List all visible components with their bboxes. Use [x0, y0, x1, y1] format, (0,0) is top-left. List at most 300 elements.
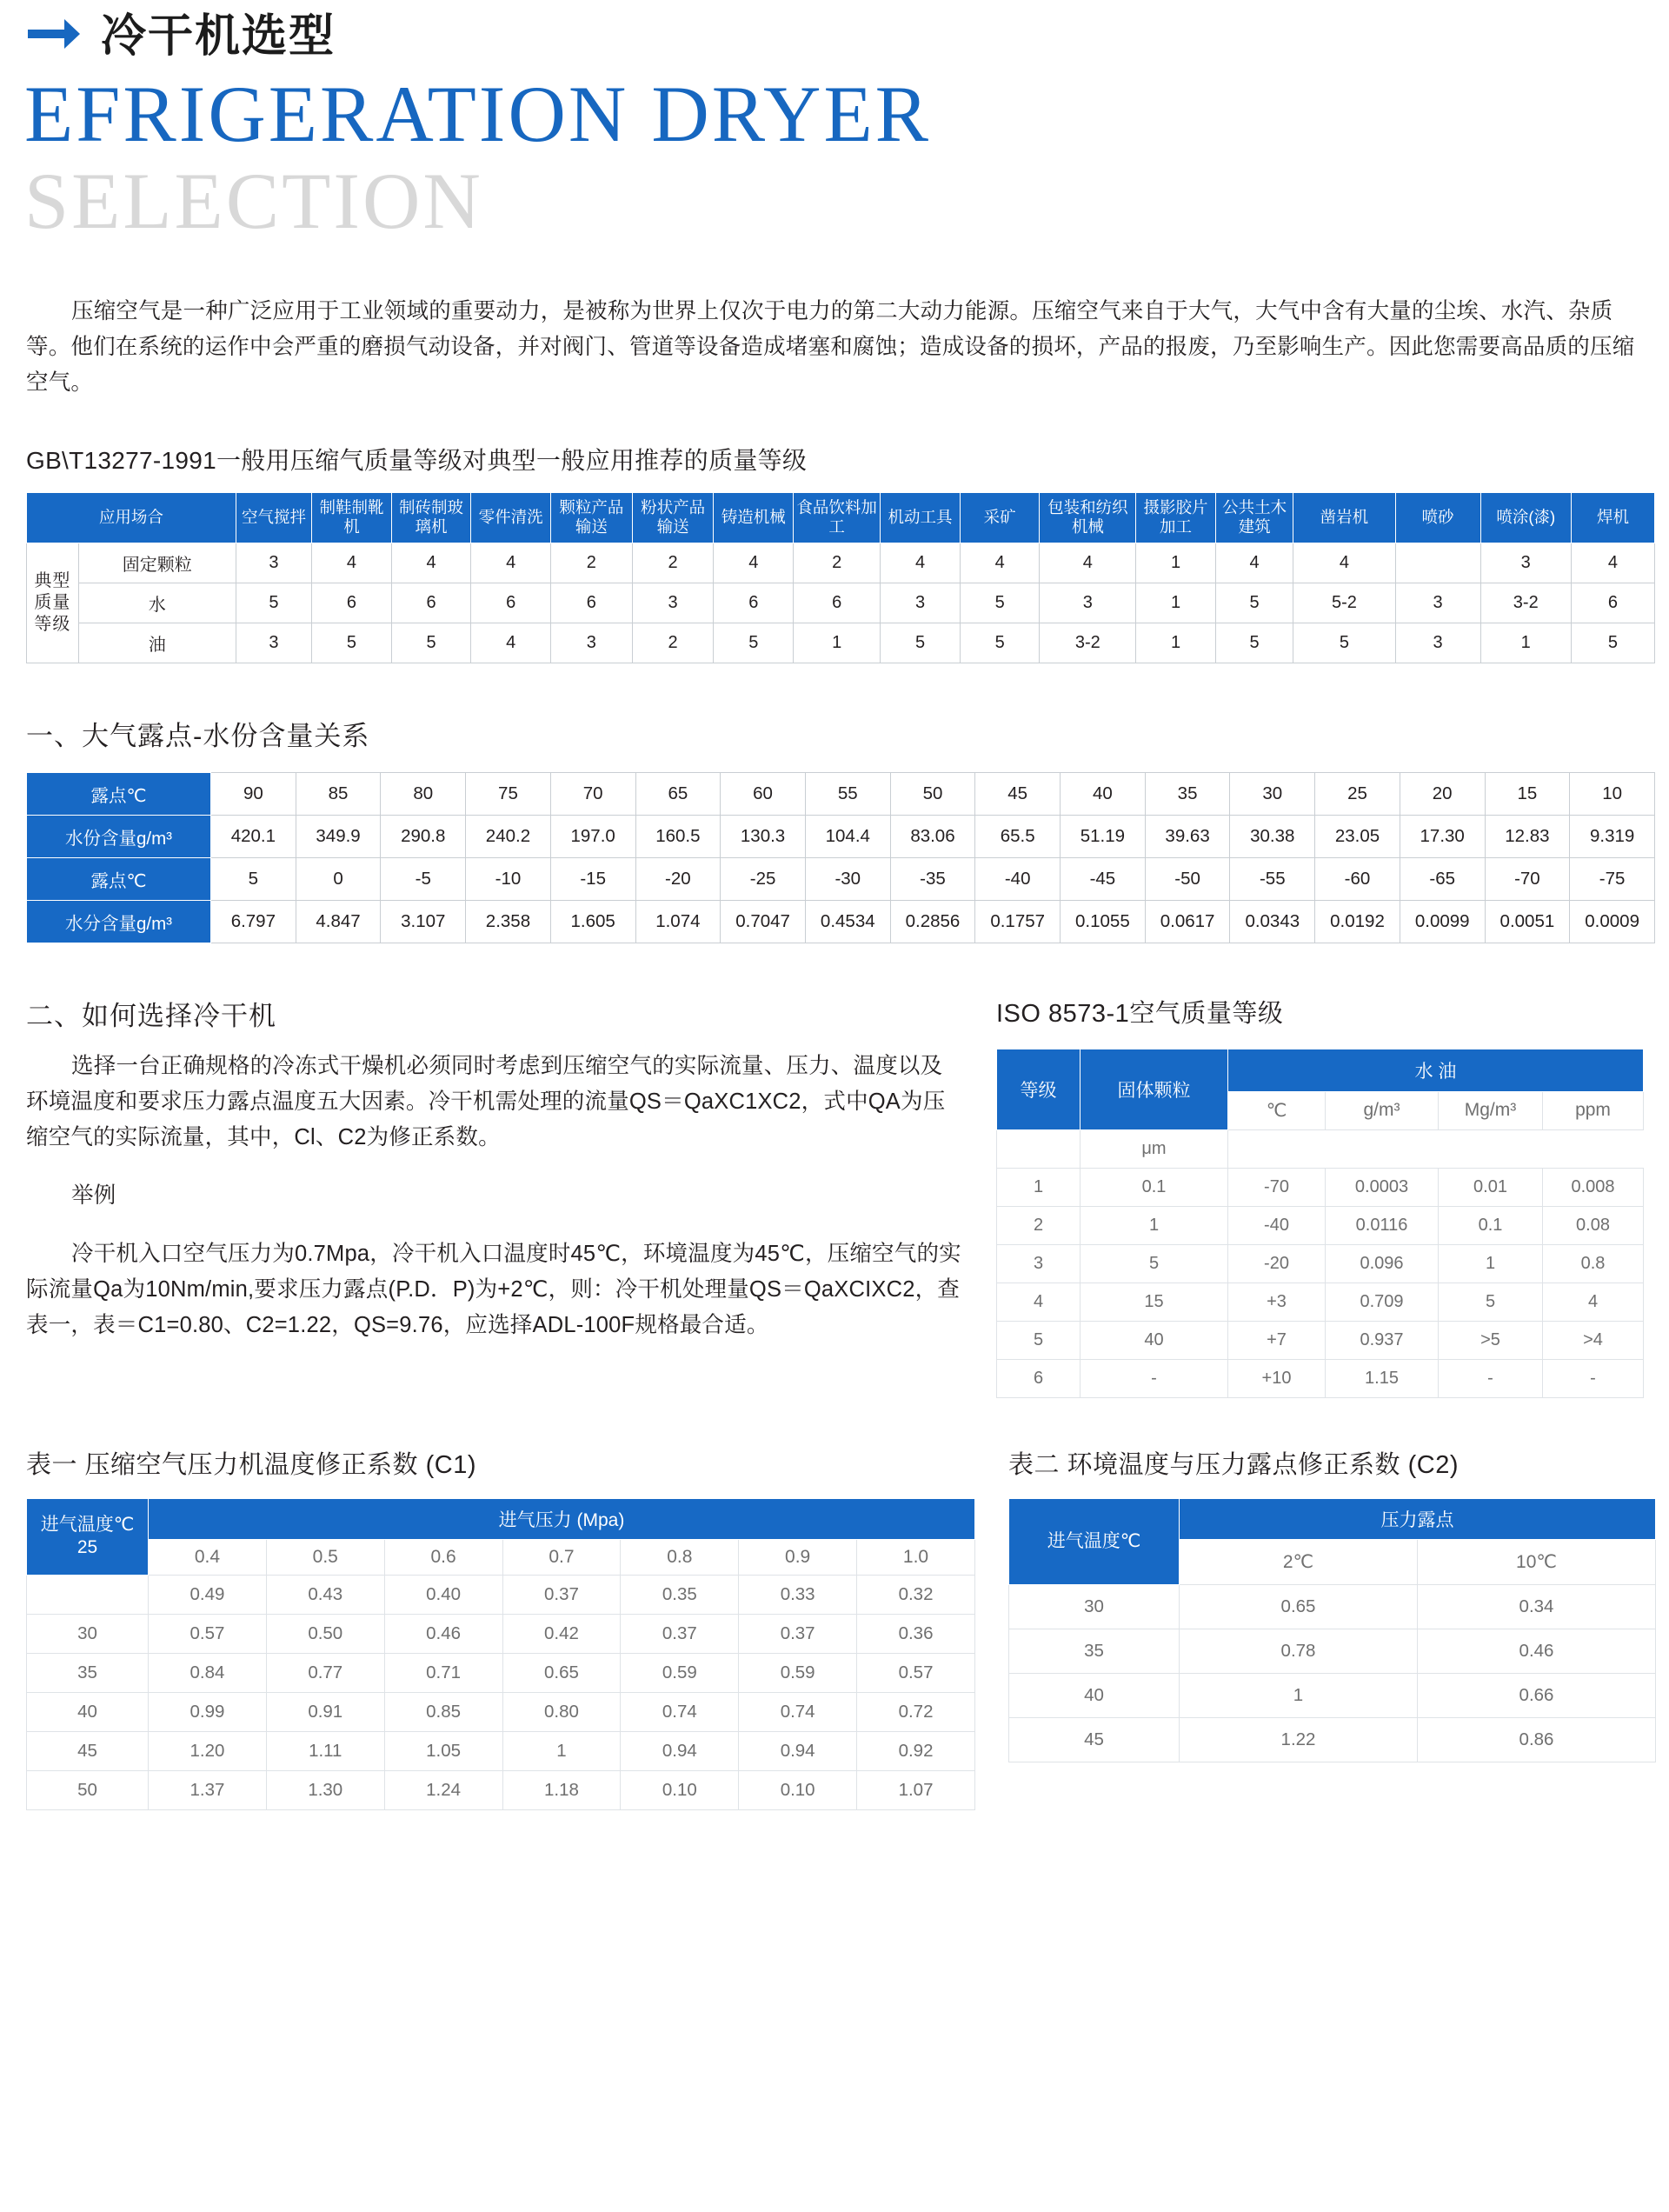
cell: 83.06: [890, 815, 975, 857]
cell: 6: [1571, 583, 1654, 623]
cell: 0.43: [266, 1575, 384, 1614]
c1-col-6: 1.0: [857, 1539, 975, 1575]
cell: 0.74: [739, 1692, 857, 1731]
cell: 5-2: [1293, 583, 1395, 623]
cell: 60: [721, 772, 806, 815]
cell: 2: [550, 543, 632, 583]
cell: 1.11: [266, 1731, 384, 1770]
gb-col-0: 空气搅拌: [236, 492, 311, 543]
left-column: [26, 994, 963, 1367]
gb-col-15: 喷涂(漆): [1480, 492, 1571, 543]
cell: 5: [391, 623, 471, 663]
table-row: [27, 1731, 975, 1770]
iso-sub-2: Mg/m³: [1439, 1091, 1543, 1129]
cell: 3.107: [381, 900, 466, 943]
intro-paragraph: 压缩空气是一种广泛应用于工业领域的重要动力，是被称为世界上仅次于电力的第二大动力能源。压缩空气来自于大气，大气中含有大量的尘埃、水汽、杂质等。他们在系统的运作中会严重的磨损气动设备，并对阀门、管道等设备造成堵塞和腐蚀；造成设备的损坏，产品的报废，乃至影响生产。因此您需要高品质的压缩空气。: [26, 298, 1635, 396]
cell: 70: [550, 772, 635, 815]
cell: 290.8: [381, 815, 466, 857]
section2-title: 二、如何选择冷干机: [26, 1000, 276, 1031]
gb-col-16: 焊机: [1571, 492, 1654, 543]
cell: 0.0116: [1326, 1206, 1439, 1244]
cell: -5: [381, 857, 466, 900]
cell: 4: [471, 623, 551, 663]
table-row: [997, 1283, 1644, 1321]
cell: 420.1: [211, 815, 296, 857]
cell: 160.5: [635, 815, 721, 857]
cell: 1: [1136, 623, 1216, 663]
cell: 1.18: [502, 1770, 621, 1809]
cell: 0.4534: [805, 900, 890, 943]
c1-col-0: 0.4: [149, 1539, 267, 1575]
cell: 0.92: [857, 1731, 975, 1770]
gb-col-6: 铸造机械: [714, 492, 794, 543]
cell: 51.19: [1061, 815, 1146, 857]
cell: 0.74: [621, 1692, 739, 1731]
cell: 0.08: [1543, 1206, 1644, 1244]
cell: 0.72: [857, 1692, 975, 1731]
cell: 9.319: [1570, 815, 1655, 857]
cell: 104.4: [805, 815, 890, 857]
cell: 349.9: [296, 815, 381, 857]
cell: 4: [1293, 543, 1395, 583]
iso-title: ISO 8573-1空气质量等级: [996, 999, 1284, 1028]
gb-row-label-1: 水: [78, 583, 236, 623]
gb-col-8: 机动工具: [881, 492, 961, 543]
cell: 65.5: [975, 815, 1061, 857]
cell: 75: [466, 772, 551, 815]
cell: 3: [236, 623, 311, 663]
page-header: [19, 0, 1650, 62]
gb-col-2: 制砖制玻璃机: [391, 492, 471, 543]
bottom-tables-area: [26, 1398, 1643, 1810]
cell: 0.57: [857, 1653, 975, 1692]
table-row: [27, 583, 1655, 623]
cell: 197.0: [550, 815, 635, 857]
table-row: [27, 1653, 975, 1692]
table-row: [27, 1770, 975, 1809]
cell: 0.94: [621, 1731, 739, 1770]
cell: 0.36: [857, 1614, 975, 1653]
gb-col-9: 采矿: [960, 492, 1040, 543]
cell: 90: [211, 772, 296, 815]
dew-row-label-0: 露点℃: [27, 772, 211, 815]
table-row: [27, 623, 1655, 663]
cell: 0.59: [621, 1653, 739, 1692]
cell: 1: [502, 1731, 621, 1770]
cell: -20: [1228, 1244, 1326, 1283]
cell: >4: [1543, 1321, 1644, 1359]
cell: 4: [1571, 543, 1654, 583]
table-header-row: [1009, 1498, 1656, 1539]
gb-col-5: 粉状产品输送: [632, 492, 714, 543]
cell: 0.37: [621, 1614, 739, 1653]
cell: 0.0003: [1326, 1168, 1439, 1206]
table-row: [27, 1692, 975, 1731]
cell: 4: [391, 543, 471, 583]
cell: 5: [1571, 623, 1654, 663]
cell: 23.05: [1315, 815, 1400, 857]
cell: 0.35: [621, 1575, 739, 1614]
gb-col-10: 包装和纺织机械: [1040, 492, 1136, 543]
cell: 0.85: [384, 1692, 502, 1731]
cell: 65: [635, 772, 721, 815]
c1-col-2: 0.6: [384, 1539, 502, 1575]
cell: -30: [805, 857, 890, 900]
cell: 0.0099: [1400, 900, 1485, 943]
gb-col-11: 摄影胶片加工: [1136, 492, 1216, 543]
c2-col-1: 10℃: [1418, 1539, 1656, 1584]
cell: 0.42: [502, 1614, 621, 1653]
c2-row-label: 40: [1009, 1673, 1180, 1717]
cell: 0.1: [1081, 1168, 1228, 1206]
cell: 5: [881, 623, 961, 663]
c1-row-label: 45: [27, 1731, 149, 1770]
table-row: [997, 1244, 1644, 1283]
cell: 5: [960, 623, 1040, 663]
cell: 1.24: [384, 1770, 502, 1809]
cell: -45: [1061, 857, 1146, 900]
cell: 0: [296, 857, 381, 900]
table-row: [1009, 1629, 1656, 1673]
cell: 0.91: [266, 1692, 384, 1731]
cell: 0.0343: [1230, 900, 1315, 943]
cell: 0.80: [502, 1692, 621, 1731]
cell: 3: [1395, 583, 1480, 623]
c1-col-4: 0.8: [621, 1539, 739, 1575]
gb-col-3: 零件清洗: [471, 492, 551, 543]
cell: 5: [1081, 1244, 1228, 1283]
table-row: [27, 815, 1655, 857]
table-header-row: [27, 1498, 975, 1539]
cell: 0.65: [1180, 1584, 1418, 1629]
cell: 5: [1215, 583, 1293, 623]
cell: 1: [1480, 623, 1571, 663]
cell: 0.0051: [1485, 900, 1570, 943]
dew-row-label-3: 水分含量g/m³: [27, 900, 211, 943]
c1-col-3: 0.7: [502, 1539, 621, 1575]
title-en-line2: SELECTION: [24, 157, 483, 246]
cell: 5: [997, 1321, 1081, 1359]
cell: 2: [632, 623, 714, 663]
cell: 0.937: [1326, 1321, 1439, 1359]
cell: 30: [1230, 772, 1315, 815]
cell: 0.50: [266, 1614, 384, 1653]
table1-caption: 表一 压缩空气压力机温度修正系数 (C1): [26, 1450, 477, 1479]
cell: 3: [881, 583, 961, 623]
cell: >5: [1439, 1321, 1543, 1359]
cell: 1: [1136, 583, 1216, 623]
cell: -40: [1228, 1206, 1326, 1244]
cell: 1.074: [635, 900, 721, 943]
cell: 6: [550, 583, 632, 623]
cell: 4: [471, 543, 551, 583]
c2-group-header: 压力露点: [1180, 1498, 1656, 1539]
gb-col-14: 喷砂: [1395, 492, 1480, 543]
cell: 0.34: [1418, 1584, 1656, 1629]
cell: 6: [312, 583, 392, 623]
cell: 10: [1570, 772, 1655, 815]
title-en-line1: EFRIGERATION DRYER: [24, 70, 932, 158]
cell: 130.3: [721, 815, 806, 857]
cell: 0.37: [502, 1575, 621, 1614]
cell: 0.37: [739, 1614, 857, 1653]
cell: 17.30: [1400, 815, 1485, 857]
cell: -: [1081, 1359, 1228, 1397]
cell: 0.10: [739, 1770, 857, 1809]
cell: 1.22: [1180, 1717, 1418, 1762]
cell: 12.83: [1485, 815, 1570, 857]
table-row: [997, 1206, 1644, 1244]
cell: 3: [550, 623, 632, 663]
cell: -35: [890, 857, 975, 900]
table-row: [1009, 1673, 1656, 1717]
cell: 1: [1439, 1244, 1543, 1283]
cell: 1: [794, 623, 881, 663]
c1-row-label: 40: [27, 1692, 149, 1731]
cell: 0.49: [149, 1575, 267, 1614]
section1-title: 一、大气露点-水份含量关系: [26, 720, 370, 751]
gb-row-label-2: 油: [78, 623, 236, 663]
table-row: [1009, 1584, 1656, 1629]
c1-correction-table: [26, 1498, 975, 1810]
section2-example-label: 举例: [71, 1183, 116, 1209]
cell: -25: [721, 857, 806, 900]
table-header-row: [27, 1539, 975, 1575]
table-row: [997, 1168, 1644, 1206]
cell: 6: [794, 583, 881, 623]
c1-row-label: 50: [27, 1770, 149, 1809]
iso-sub-0: ℃: [1228, 1091, 1326, 1129]
cell: 3-2: [1480, 583, 1571, 623]
cell: 0.40: [384, 1575, 502, 1614]
cell: 0.709: [1326, 1283, 1439, 1321]
cell: -40: [975, 857, 1061, 900]
cell: 3: [1480, 543, 1571, 583]
cell: 40: [1081, 1321, 1228, 1359]
table2-caption: 表二 环境温度与压力露点修正系数 (C2): [1008, 1450, 1460, 1479]
cell: 15: [1485, 772, 1570, 815]
iso-col-grade: 等级: [997, 1049, 1081, 1129]
table1-column: [26, 1398, 975, 1810]
cell: 6.797: [211, 900, 296, 943]
cell: 4: [1040, 543, 1136, 583]
gb-corner-label: 应用场合: [27, 492, 236, 543]
cell: 3-2: [1040, 623, 1136, 663]
cell: 5: [211, 857, 296, 900]
cell: 5: [714, 623, 794, 663]
cell: 0.32: [857, 1575, 975, 1614]
cell: 0.71: [384, 1653, 502, 1692]
cell: 1.05: [384, 1731, 502, 1770]
cell: 0.1055: [1061, 900, 1146, 943]
cell: 1.37: [149, 1770, 267, 1809]
cell: 0.10: [621, 1770, 739, 1809]
cell: 1.20: [149, 1731, 267, 1770]
cell: 5: [236, 583, 311, 623]
cell: 30.38: [1230, 815, 1315, 857]
cell: 3: [1040, 583, 1136, 623]
section2-paragraph-2: 冷干机入口空气压力为0.7Mpa，冷干机入口温度时45℃，环境温度为45℃，压缩空气的实际流量Qa为10Nm/min,要求压力露点(P.D．P)为+2℃，则：冷干机处理量QS＝QaXCIXC2，查表一，表＝C1=0.80、C2=1.22，QS=9.76，应选择ADL-100F规格最合适。: [26, 1241, 961, 1338]
iso-col-solid: 固体颗粒: [1081, 1049, 1228, 1129]
cell: -: [1439, 1359, 1543, 1397]
cell: 0.65: [502, 1653, 621, 1692]
cell: 3: [1395, 623, 1480, 663]
cell: 0.94: [739, 1731, 857, 1770]
gb-col-1: 制鞋制靴机: [312, 492, 392, 543]
table-row: [1009, 1717, 1656, 1762]
cell: 0.33: [739, 1575, 857, 1614]
cell: 1.15: [1326, 1359, 1439, 1397]
cell: 6: [471, 583, 551, 623]
cell: 2: [997, 1206, 1081, 1244]
cell: 4: [312, 543, 392, 583]
cell: 0.01: [1439, 1168, 1543, 1206]
cell: 4: [1215, 543, 1293, 583]
cell: 3: [236, 543, 311, 583]
cell: 0.46: [1418, 1629, 1656, 1673]
c1-row-label: 30: [27, 1614, 149, 1653]
cell: 4: [881, 543, 961, 583]
table-row: [997, 1321, 1644, 1359]
c1-col-5: 0.9: [739, 1539, 857, 1575]
cell: 0.78: [1180, 1629, 1418, 1673]
cell: 0.84: [149, 1653, 267, 1692]
gb-row-label-0: 固定颗粒: [78, 543, 236, 583]
cell: 1.605: [550, 900, 635, 943]
c2-col-0: 2℃: [1180, 1539, 1418, 1584]
cell: 4.847: [296, 900, 381, 943]
cell: +7: [1228, 1321, 1326, 1359]
cell: -60: [1315, 857, 1400, 900]
cell: -70: [1228, 1168, 1326, 1206]
iso-sub-um: μm: [1081, 1129, 1228, 1168]
table-row: [27, 900, 1655, 943]
gb-section-heading: GB\T13277-1991一般用压缩气质量等级对典型一般应用推荐的质量等级: [26, 446, 808, 474]
c1-row-label: 35: [27, 1653, 149, 1692]
cell: 0.86: [1418, 1717, 1656, 1762]
cell: 0.008: [1543, 1168, 1644, 1206]
cell: 0.46: [384, 1614, 502, 1653]
table-row: [997, 1359, 1644, 1397]
c2-row-label: 30: [1009, 1584, 1180, 1629]
cell: -55: [1230, 857, 1315, 900]
cell: -75: [1570, 857, 1655, 900]
table-row: [997, 1129, 1644, 1168]
cell: 0.59: [739, 1653, 857, 1692]
cell: -10: [466, 857, 551, 900]
cell: 6: [714, 583, 794, 623]
cell: 0.0617: [1145, 900, 1230, 943]
table2-column: [1008, 1398, 1655, 1762]
cell: 4: [1543, 1283, 1644, 1321]
dew-row-label-2: 露点℃: [27, 857, 211, 900]
cell: +3: [1228, 1283, 1326, 1321]
cell: 0.2856: [890, 900, 975, 943]
cell: 2: [794, 543, 881, 583]
c1-group-header: 进气压力 (Mpa): [149, 1498, 975, 1539]
table-header-row: [997, 1049, 1644, 1091]
c1-corner-label: 进气温度℃ 25: [27, 1498, 149, 1575]
table-row: [27, 772, 1655, 815]
cell: 4: [960, 543, 1040, 583]
gb-quality-table: [26, 492, 1655, 663]
cell: 1.30: [266, 1770, 384, 1809]
gb-col-12: 公共土木建筑: [1215, 492, 1293, 543]
cell: 15: [1081, 1283, 1228, 1321]
cell: 0.7047: [721, 900, 806, 943]
dewpoint-moisture-table: [26, 772, 1655, 943]
cell: -20: [635, 857, 721, 900]
cell: 3: [632, 583, 714, 623]
cell: 50: [890, 772, 975, 815]
cell: 1: [1180, 1673, 1418, 1717]
cell: 6: [997, 1359, 1081, 1397]
cell: -65: [1400, 857, 1485, 900]
cell: 0.0192: [1315, 900, 1400, 943]
gb-col-13: 凿岩机: [1293, 492, 1395, 543]
cell: 6: [391, 583, 471, 623]
cell: 0.57: [149, 1614, 267, 1653]
cell: 1: [997, 1168, 1081, 1206]
cell: 240.2: [466, 815, 551, 857]
gb-row-group-label: 典型质量等级: [27, 543, 79, 663]
table-row: [27, 1575, 975, 1614]
iso-sub-1: g/m³: [1326, 1091, 1439, 1129]
cell: [1395, 543, 1480, 583]
cell: -15: [550, 857, 635, 900]
cell: 0.1: [1439, 1206, 1543, 1244]
two-column-area: [26, 994, 1643, 1398]
cell: -70: [1485, 857, 1570, 900]
cell: 1: [1081, 1206, 1228, 1244]
cell: 0.8: [1543, 1244, 1644, 1283]
cell: -50: [1145, 857, 1230, 900]
cell: 0.0009: [1570, 900, 1655, 943]
cell: 2: [632, 543, 714, 583]
cell: 35: [1145, 772, 1230, 815]
cell: 5: [1293, 623, 1395, 663]
cell: 3: [997, 1244, 1081, 1283]
arrow-right-icon: [26, 16, 82, 57]
page-title: 冷干机选型: [101, 11, 336, 62]
gb-col-4: 颗粒产品输送: [550, 492, 632, 543]
cell: 0.99: [149, 1692, 267, 1731]
cell: 5: [312, 623, 392, 663]
c2-corner-label: 进气温度℃: [1009, 1498, 1180, 1584]
cell: 45: [975, 772, 1061, 815]
cell: 0.096: [1326, 1244, 1439, 1283]
cell: 2.358: [466, 900, 551, 943]
cell: 4: [997, 1283, 1081, 1321]
table-row: [27, 857, 1655, 900]
cell: 5: [1215, 623, 1293, 663]
c2-row-label: 35: [1009, 1629, 1180, 1673]
right-column: [996, 994, 1643, 1398]
cell: 80: [381, 772, 466, 815]
cell: 5: [960, 583, 1040, 623]
cell: 39.63: [1145, 815, 1230, 857]
cell: 40: [1061, 772, 1146, 815]
section2-paragraph-1: 选择一台正确规格的冷冻式干燥机必须同时考虑到压缩空气的实际流量、压力、温度以及环境温度和要求压力露点温度五大因素。冷干机需处理的流量QS＝QaXC1XC2，式中QA为压缩空气的实际流量，其中，Cl、C2为修正系数。: [26, 1053, 946, 1150]
c1-row-label: [27, 1575, 149, 1614]
c1-col-1: 0.5: [266, 1539, 384, 1575]
iso-quality-table: [996, 1049, 1644, 1398]
cell: 25: [1315, 772, 1400, 815]
cell: 20: [1400, 772, 1485, 815]
cell: 5: [1439, 1283, 1543, 1321]
c2-correction-table: [1008, 1498, 1656, 1762]
table-header-row: [27, 492, 1655, 543]
